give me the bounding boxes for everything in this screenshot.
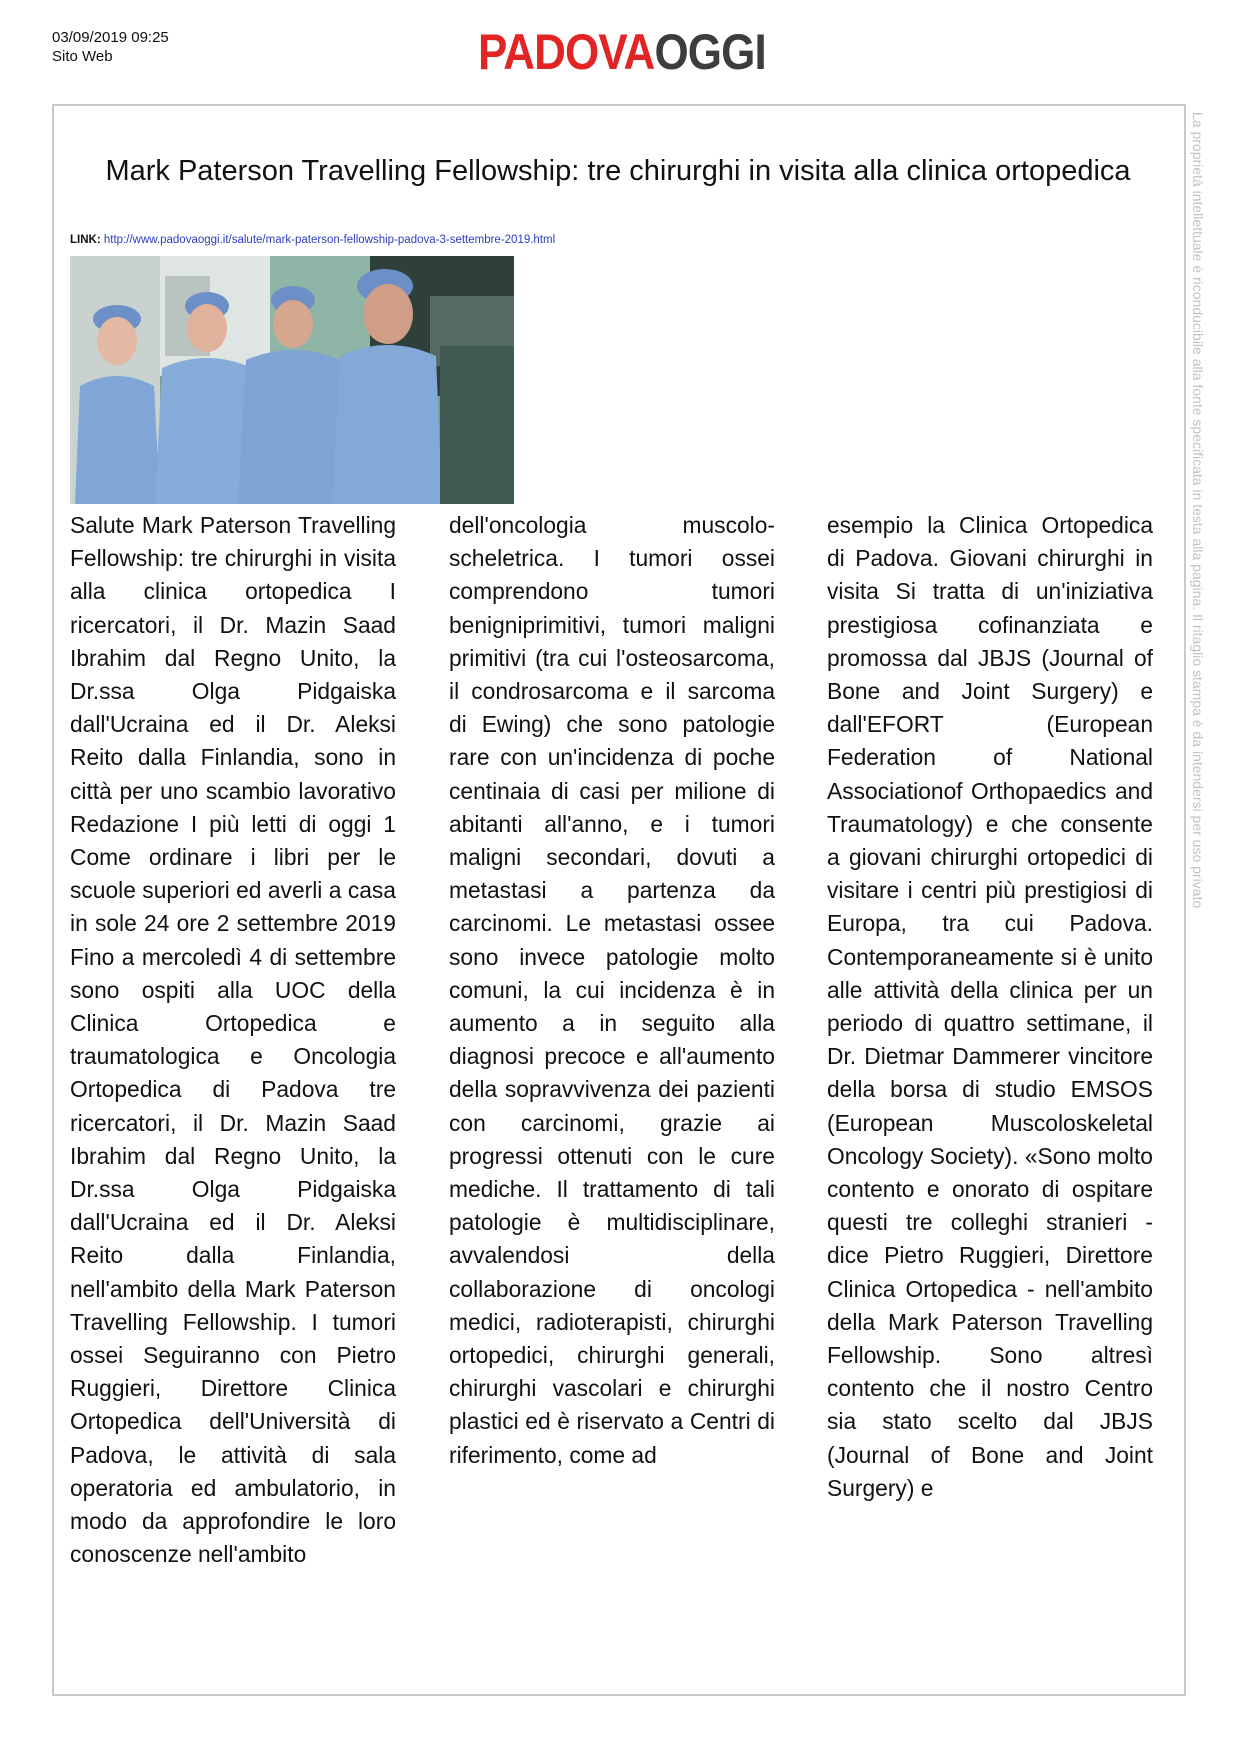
clipping-datetime: 03/09/2019 09:25 [52,29,169,46]
link-url[interactable]: http://www.padovaoggi.it/salute/mark-paterson-fellowship-padova-3-settembre-2019.html [103,234,556,246]
article-photo [70,256,514,504]
copyright-side-note-text: La proprietà intellettuale è riconducibile alla fonte specificata in testa alla pagina. Il ritaglio stampa è da intendersi per uso privato [1190,112,1206,909]
article-column-2: dell'oncologia muscolo-scheletrica. I tumori ossei comprendono tumori benigniprimitivi, tumori maligni primitivi (tra cui l'osteosarcoma, il condrosarcoma e il sarcoma di Ewing) che sono patologie rare con un'incidenza di poche centinaia di casi per milione di abitanti all'anno, e i tumori maligni secondari, dovuti a metastasi a partenza da carcinomi. Le metastasi ossee sono invece patologie molto comuni, la cui incidenza è in aumento a in seguito alla diagnosi precoce e all'aumento della sopravvivenza dei pazienti con carcinomi, grazie ai progressi ottenuti con le cure mediche. Il trattamento di tali patologie è multidisciplinare, avvalendosi della collaborazione di oncologi medici, radioterapisti, chirurghi ortopedici, chirurghi generali, chirurghi vascolari e chirurghi plastici ed è riservato a Centri di riferimento, come ad [449,512,775,1468]
clipping-source-type: Sito Web [52,48,113,65]
copyright-side-note [1192,112,1208,1072]
article-column-1: Salute Mark Paterson Travelling Fellowship: tre chirurghi in visita alla clinica ortopedica I ricercatori, il Dr. Mazin Saad Ibrahim dal Regno Unito, la Dr.ssa Olga Pidgaiska dall'Ucraina ed il Dr. Aleksi Reito dalla Finlandia, sono in città per uno scambio lavorativo Redazione I più letti di oggi 1 Come ordinare i libri per le scuole superiori ed averli a casa in sole 24 ore 2 settembre 2019 Fino a mercoledì 4 di settembre sono ospiti alla UOC della Clinica Ortopedica e traumatologica e Oncologia Ortopedica di Padova tre ricercatori, il Dr. Mazin Saad Ibrahim dal Regno Unito, la Dr.ssa Olga Pidgaiska dall'Ucraina ed il Dr. Aleksi Reito dalla Finlandia, nell'ambito della Mark Paterson Travelling Fellowship. I tumori ossei Seguiranno con Pietro Ruggieri, Direttore Clinica Ortopedica dell'Università di Padova, le attività di sala operatoria ed ambulatorio, in modo da approfondire le loro conoscenze nell'ambito [70,512,396,1568]
article-link [70,233,555,247]
logo-part-padova: PADOVA [478,24,655,80]
article-title: Mark Paterson Travelling Fellowship: tre chirurghi in visita alla clinica ortopedica [105,155,1131,187]
padovaoggi-logo [478,24,766,80]
article-column-3: esempio la Clinica Ortopedica di Padova. Giovani chirurghi in visita Si tratta di un'iniziativa prestigiosa cofinanziata e promossa dal JBJS (Journal of Bone and Joint Surgery) e dall'EFORT (European Federation of National Associationof Orthopaedics and Traumatology) e che consente a giovani chirurghi ortopedici di visitare i centri più prestigiosi di Europa, tra cui Padova. Contemporaneamente si è unito alle attività della clinica per un periodo di quattro settimane, il Dr. Dietmar Dammerer vincitore della borsa di studio EMSOS (European Muscoloskeletal Oncology Society). «Sono molto contento e onorato di ospitare questi tre colleghi stranieri - dice Pietro Ruggieri, Direttore Clinica Ortopedica - nell'ambito della Mark Paterson Travelling Fellowship. Sono altresì contento che il nostro Centro sia stato scelto dal JBJS (Journal of Bone and Joint Surgery) e [827,512,1153,1501]
clipping-meta [52,28,169,66]
logo-part-oggi: OGGI [654,24,766,80]
link-label: LINK: [70,234,101,246]
